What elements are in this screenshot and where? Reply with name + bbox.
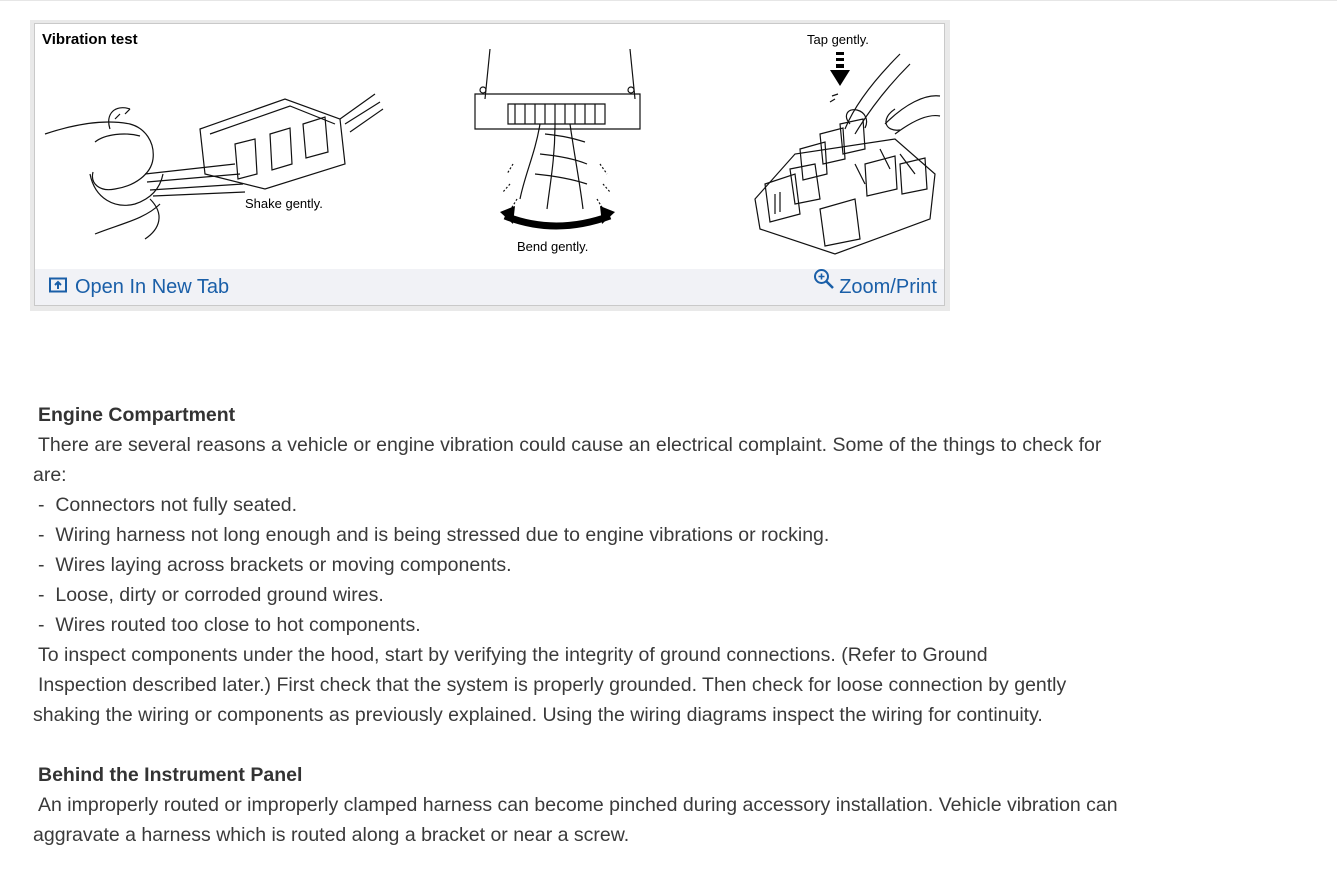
magnifier-zoom-icon — [813, 268, 835, 296]
engine-body-line-3: shaking the wiring or components as previously explained. Using the wiring diagrams inspect the wiring for continuity. — [33, 704, 1043, 726]
vibration-test-illustration — [35, 24, 944, 268]
open-in-new-tab-link[interactable] — [49, 269, 229, 305]
figure-title: Vibration test — [42, 31, 138, 48]
engine-body-line-2: Inspection described later.) First check that the system is properly grounded. Then check for loose connection by gently — [38, 674, 1067, 696]
list-item-text: Wires laying across brackets or moving components. — [55, 554, 512, 576]
list-item-text: Wiring harness not long enough and is being stressed due to engine vibrations or rocking. — [55, 524, 830, 546]
list-item: - Loose, dirty or corroded ground wires. — [38, 584, 384, 606]
zoom-print-link[interactable] — [813, 269, 937, 305]
shake-connector-drawing — [45, 94, 383, 239]
list-item: - Wiring harness not long enough and is being stressed due to engine vibrations or rocking. — [38, 524, 830, 546]
top-divider — [0, 0, 1337, 1]
tap-arrow — [830, 52, 850, 86]
article-body — [33, 400, 1233, 850]
figure-frame — [34, 23, 945, 306]
tap-relay-box-drawing — [755, 54, 940, 254]
list-item: - Wires laying across brackets or moving components. — [38, 554, 512, 576]
list-item: - Connectors not fully seated. — [38, 494, 298, 516]
instrument-body-line-2: aggravate a harness which is routed along a bracket or near a screw. — [33, 824, 630, 846]
tap-label: Tap gently. — [807, 32, 869, 47]
instrument-body-line-1: An improperly routed or improperly clamped harness can become pinched during accessory installation. Vehicle vibration can — [38, 794, 1118, 816]
engine-intro-line-1: There are several reasons a vehicle or engine vibration could cause an electrical complaint. Some of the things to check for — [38, 434, 1102, 456]
figure-action-bar — [35, 269, 944, 305]
open-in-new-tab-label: Open In New Tab — [75, 275, 230, 298]
bend-arrow-left-head — [500, 206, 515, 224]
engine-compartment-heading: Engine Compartment — [38, 404, 236, 426]
zoom-print-label: Zoom/Print — [839, 275, 937, 298]
list-item: - Wires routed too close to hot components. — [38, 614, 421, 636]
bend-arrow-right-head — [600, 206, 615, 224]
section-spacer — [33, 730, 1233, 760]
bend-label: Bend gently. — [517, 239, 589, 254]
list-item-text: Connectors not fully seated. — [55, 494, 298, 516]
instrument-panel-heading: Behind the Instrument Panel — [38, 764, 303, 786]
engine-body-line-1: To inspect components under the hood, start by verifying the integrity of ground connections. (Refer to Ground — [38, 644, 988, 666]
open-in-new-tab-icon — [49, 276, 67, 299]
bend-harness-drawing — [475, 49, 640, 209]
engine-intro-line-2: are: — [33, 464, 67, 486]
list-item-text: Loose, dirty or corroded ground wires. — [55, 584, 384, 606]
list-item-text: Wires routed too close to hot components. — [55, 614, 421, 636]
bend-arrow-curve — [505, 216, 610, 226]
shake-label: Shake gently. — [245, 196, 323, 211]
figure-card — [30, 20, 950, 311]
